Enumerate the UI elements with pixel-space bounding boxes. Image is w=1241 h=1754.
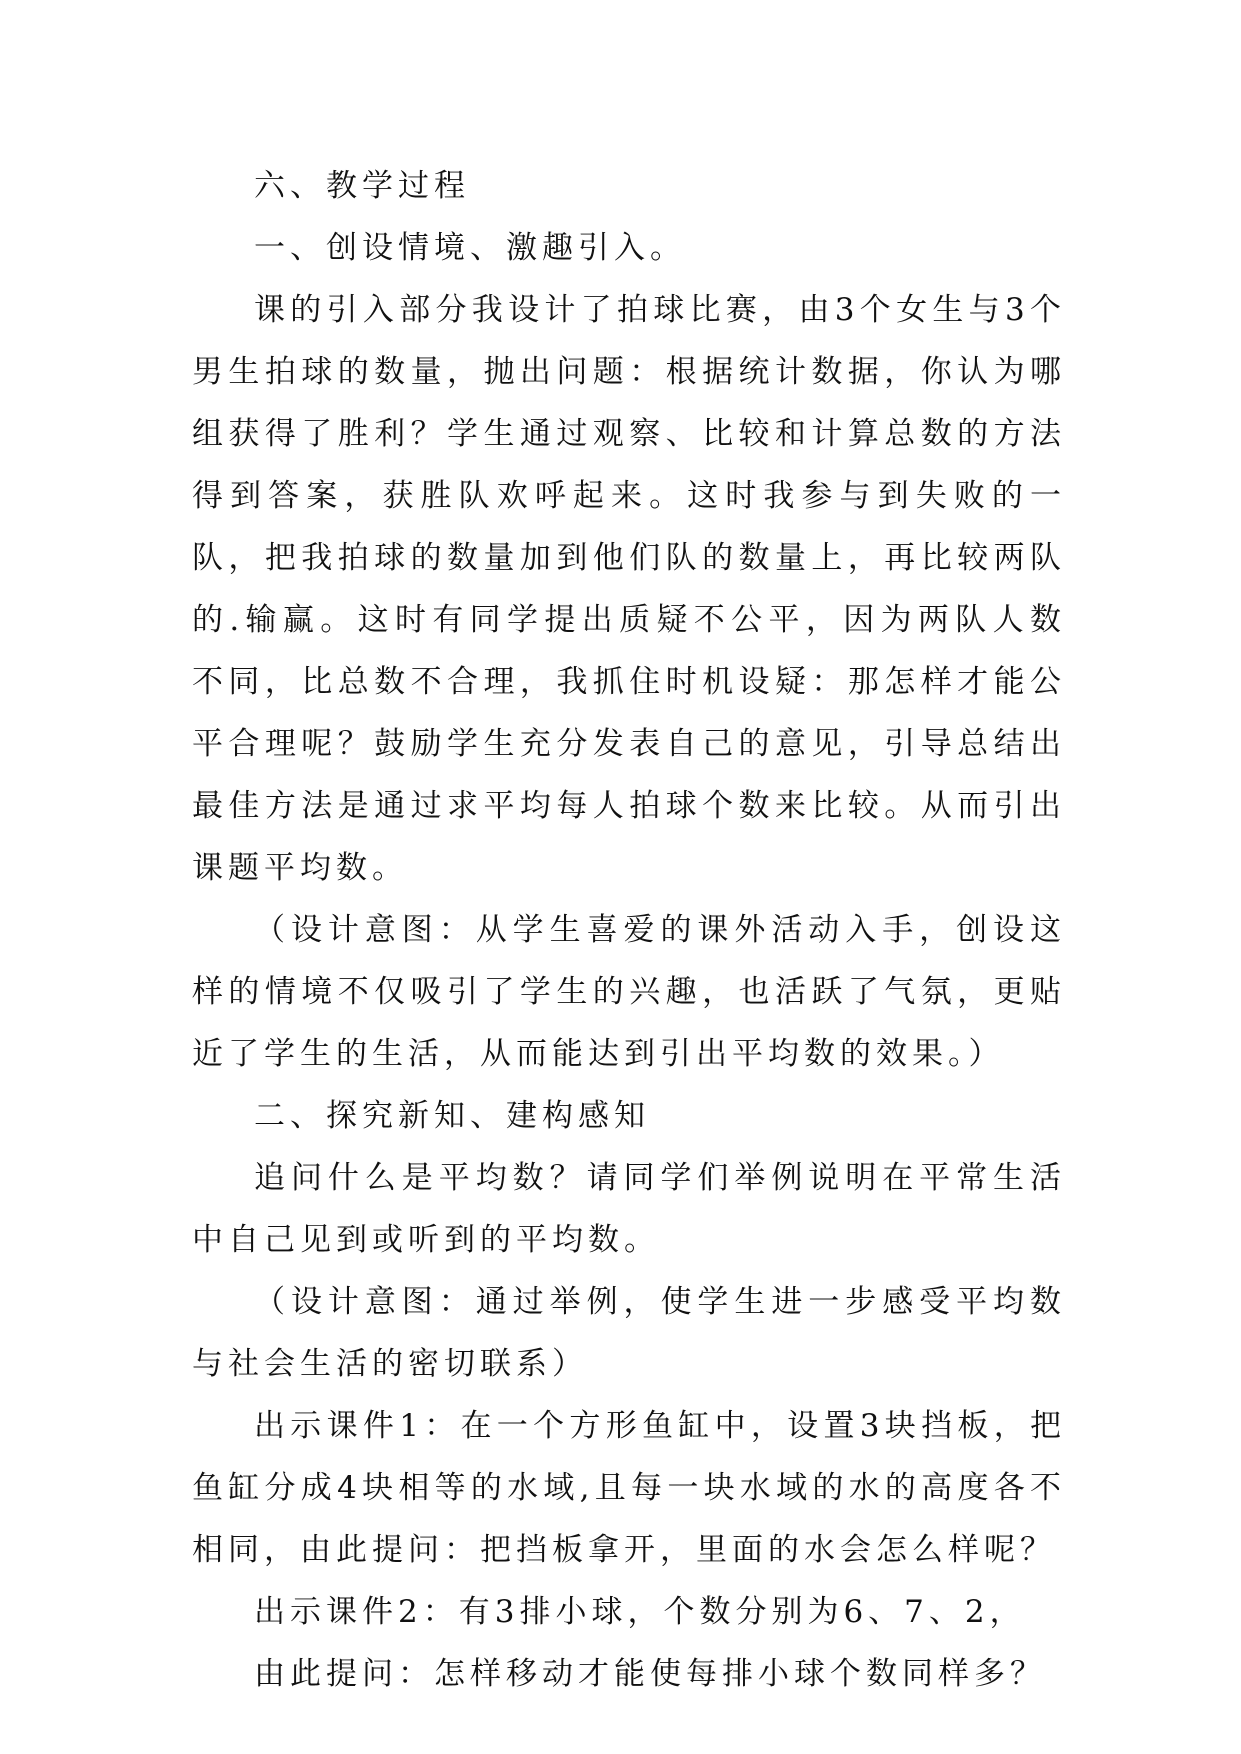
section-heading-teaching-process: 六、教学过程: [254, 168, 470, 204]
paragraph-courseware-2-question: 由此提问：怎样移动才能使每排小球个数同样多？: [254, 1656, 1046, 1692]
section-heading-introduction: 一、创设情境、激趣引入。: [254, 230, 686, 266]
section-heading-explore: 二、探究新知、建构感知: [254, 1098, 650, 1134]
paragraph-question-average: 追问什么是平均数？请同学们举例说明在平常生活中自己见到或听到的平均数。: [192, 1160, 1066, 1258]
paragraph-ball-game: 课的引入部分我设计了拍球比赛，由3个女生与3个男生拍球的数量，抛出问题：根据统计数据，你认为哪组获得了胜利？学生通过观察、比较和计算总数的方法得到答案，获胜队欢呼起来。这时我参与到失败的一队，把我拍球的数量加到他们队的数量上，再比较两队的.输赢。这时有同学提出质疑不公平，因为两队人数不同，比总数不合理，我抓住时机设疑：那怎样才能公平合理呢？鼓励学生充分发表自己的意见，引导总结出最佳方法是通过求平均每人拍球个数来比较。从而引出课题平均数。: [192, 292, 1066, 886]
paragraph-courseware-1: 出示课件1：在一个方形鱼缸中，设置3块挡板，把鱼缸分成4块相等的水域,且每一块水域的水的高度各不相同，由此提问：把挡板拿开，里面的水会怎么样呢？: [192, 1408, 1066, 1568]
paragraph-courseware-2: 出示课件2：有3排小球，个数分别为6、7、2，: [254, 1594, 1026, 1630]
paragraph-design-intent-1: （设计意图：从学生喜爱的课外活动入手，创设这样的情境不仅吸引了学生的兴趣，也活跃了气氛，更贴近了学生的生活，从而能达到引出平均数的效果。）: [192, 912, 1066, 1072]
paragraph-design-intent-2: （设计意图：通过举例，使学生进一步感受平均数与社会生活的密切联系）: [192, 1284, 1066, 1382]
